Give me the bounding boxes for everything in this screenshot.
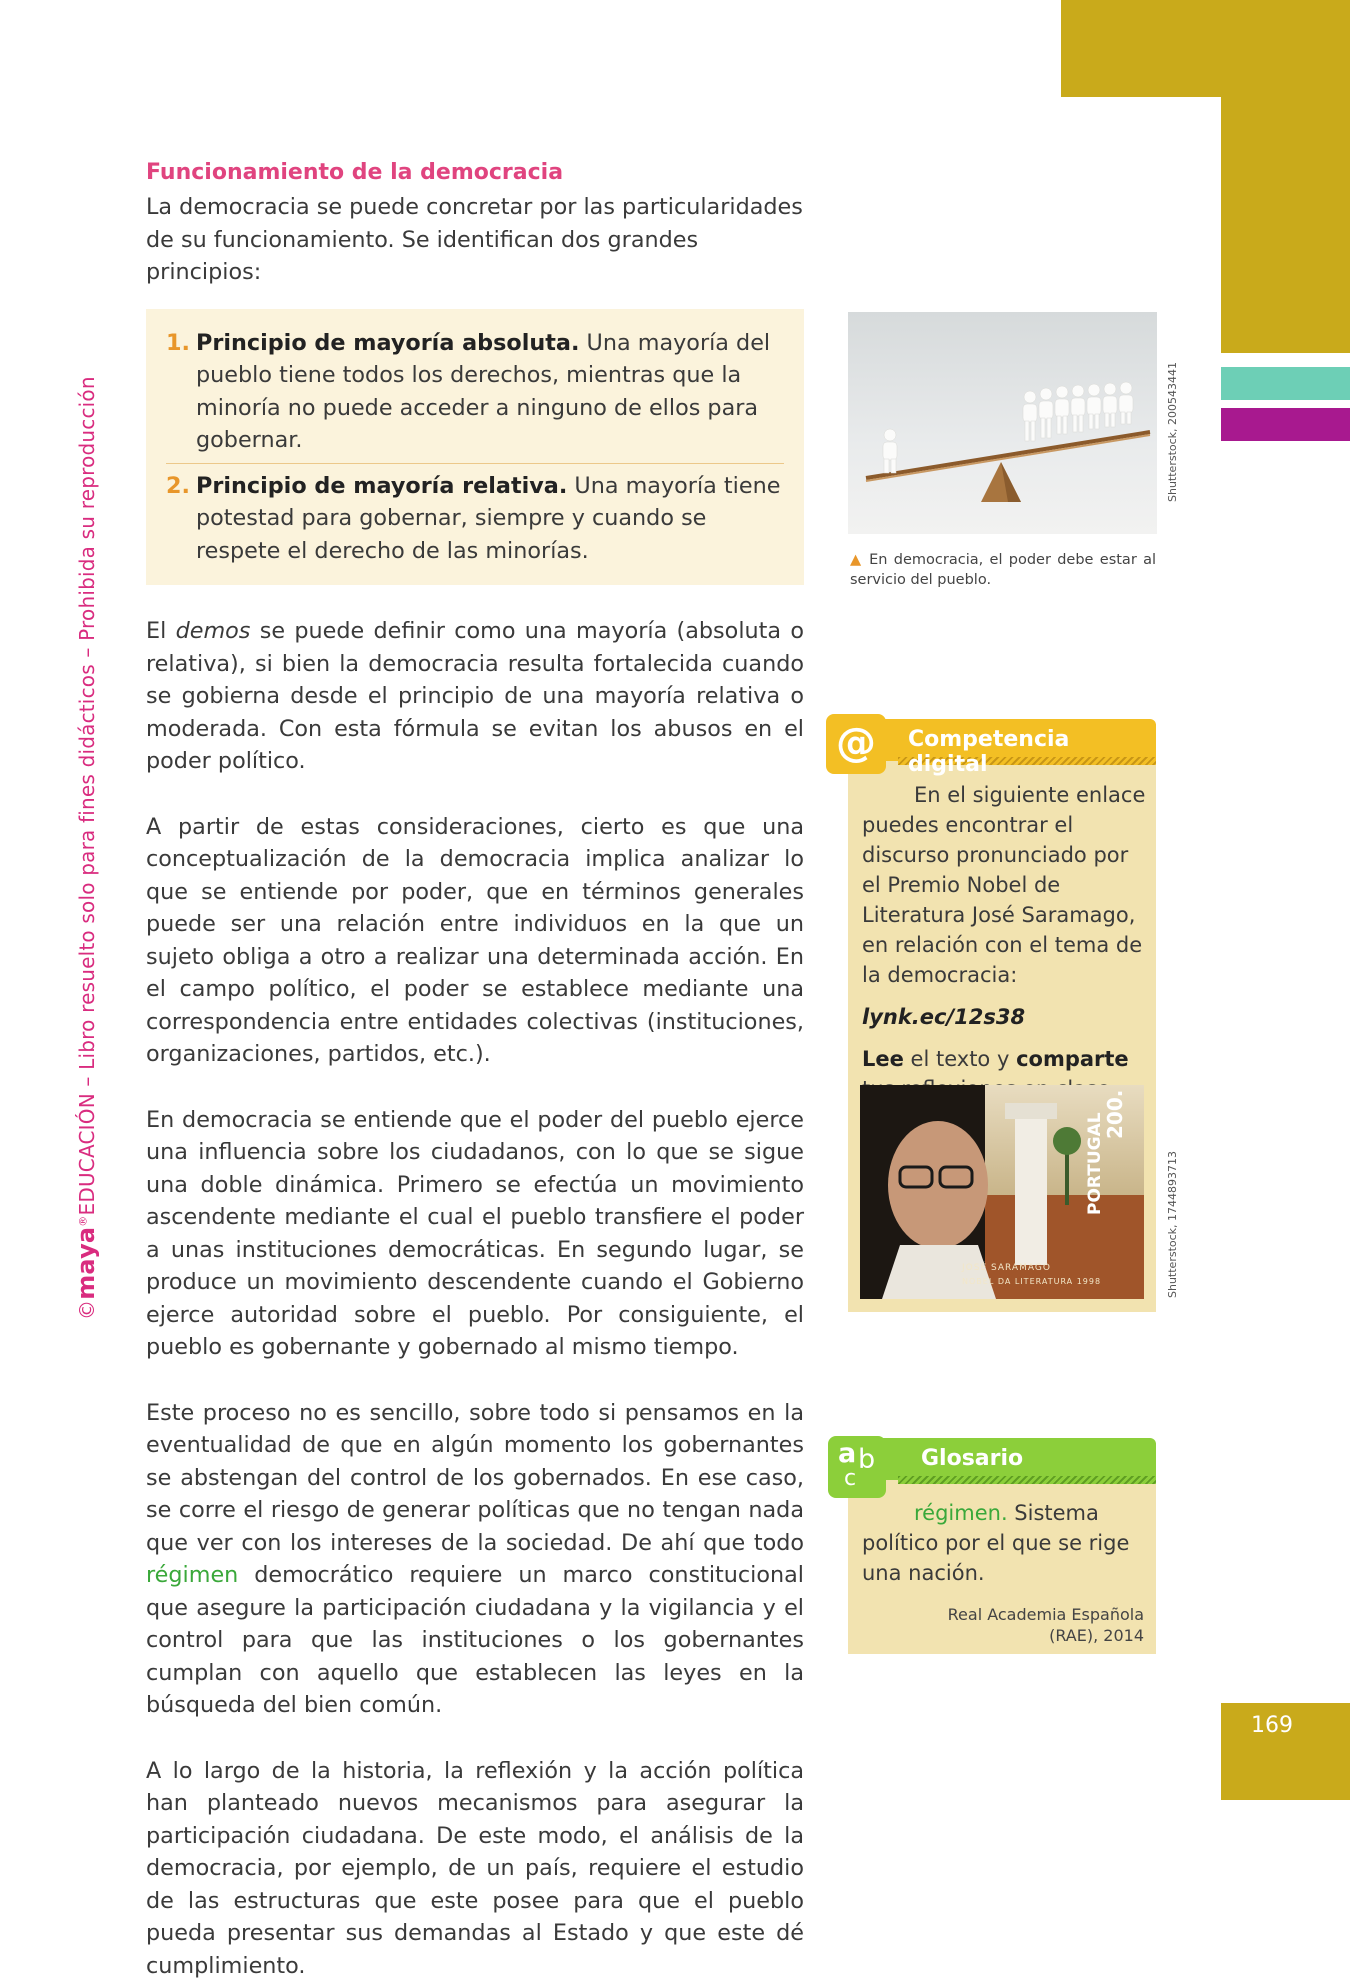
at-sign-icon: @ (826, 714, 886, 774)
digital-competence-body (862, 780, 1150, 1104)
principle-item (166, 321, 784, 463)
stamp-value: 200. (1103, 1090, 1127, 1139)
decor-stripe-teal (1221, 367, 1350, 400)
glossary-term-link[interactable]: régimen (146, 1562, 238, 1588)
stamp-award: NOBEL DA LITERATURA 1998 (962, 1277, 1101, 1286)
saramago-stamp (860, 1085, 1144, 1299)
digital-competence-title: Competencia digital (908, 727, 1153, 777)
principles-box (146, 309, 804, 586)
caption-marker-icon: ▲ (850, 552, 863, 568)
photo-credit-2: Shutterstock, 1744893713 (1166, 1151, 1179, 1298)
glossary-entry (862, 1498, 1150, 1588)
glossary-body (862, 1498, 1150, 1588)
digital-text: En el siguiente enlace puedes encontrar el discurso pronunciado por el Premio Nobel de Literatura José Saramago, en relación con el tema de la democracia: (862, 780, 1150, 990)
stamp-name: JOSÉ SARAMAGO (961, 1261, 1051, 1273)
term-demos: demos (176, 618, 251, 644)
digital-link[interactable]: lynk.ec/12s38 (862, 1002, 1150, 1032)
principle-body (196, 470, 784, 568)
body-paragraph-2: A partir de estas consideraciones, cierto es que una conceptualización de la democracia implica analizar lo que se entiende por poder, que en términos generales puede ser una relación entre individuos en la que un sujeto obliga a otro a realizar una determinada acción. En el campo político, el poder se establece mediante una correspondencia entre entidades colectivas (instituciones, organizaciones, partidos, etc.). (146, 811, 804, 1071)
header-hatch (898, 1476, 1156, 1484)
digital-activity: Lee el texto y comparte (862, 1044, 1150, 1104)
brand-name: maya (72, 1227, 100, 1300)
copyright-symbol: © (75, 1300, 99, 1320)
glossary-title: Glosario (921, 1446, 1023, 1471)
body-paragraph-5: A lo largo de la historia, la reflexión y la acción política han planteado nuevos mecanismos para asegurar la participación ciudadana. De este modo, el análisis de la democracia, por ejemplo, de un país, requiere el estudio de las estructuras que este posee para que el pueblo pueda presentar sus demandas al Estado y que este dé cumplimiento. (146, 1755, 804, 1982)
principle-text: Una mayoría del pueblo tiene todos los derechos, mientras que la minoría no puede acceder a ninguno de ellos para gobernar. (196, 330, 770, 454)
balance-illustration (848, 312, 1157, 534)
copyright-text: EDUCACIÓN – Libro resuelto solo para fines didácticos – Prohibida su reproducción (75, 376, 99, 1215)
intro-paragraph: La democracia se puede concretar por las particularidades de su funcionamiento. Se identifican dos grandes principios: (146, 191, 804, 289)
principle-number: 2. (166, 470, 196, 568)
copyright-notice (72, 470, 100, 1320)
body-paragraph-4: Este proceso no es sencillo, sobre todo si pensamos en la eventualidad de que en algún momento los gobernantes se abstengan del control de los gobernados. En ese caso, se corre el riesgo de generar políticas que no tengan nada que ver con los intereses de la sociedad. De ahí que todo régimen democrático requiere un marco constitucional que asegure la participación ciudadana y la vigilancia y el control para que las instituciones o los gobernantes cumplan con aquello que establecen las leyes en la búsqueda del bien común. (146, 1397, 804, 1722)
decor-band-top (1061, 0, 1350, 97)
page-number: 169 (1221, 1713, 1293, 1738)
registered-mark: ® (76, 1215, 89, 1226)
principle-body (196, 327, 784, 457)
stamp-country: PORTUGAL (1085, 1112, 1105, 1215)
glossary-term: régimen. (914, 1501, 1008, 1525)
section-title: Funcionamiento de la democracia (146, 160, 804, 185)
body-paragraph-1: El demos se puede definir como una mayoría (absoluta o relativa), si bien la democracia resulta fortalecida cuando se gobierna desde el principio de una mayoría relativa o moderada. Con esta fórmula se evitan los abusos en el poder político. (146, 615, 804, 778)
balance-photo (848, 312, 1157, 534)
figure-caption-1: ▲ En democracia, el poder debe estar al servicio del pueblo. (850, 550, 1156, 590)
glossary-source: Real Academia Española (RAE), 2014 (900, 1604, 1144, 1646)
body-paragraph-3: En democracia se entiende que el poder del pueblo ejerce una influencia sobre los ciudadanos, con lo que se sigue una doble dinámica. Primero se efectúa un movimiento ascendente mediante el cual el pueblo transfiere el poder a unas instituciones democráticas. En segundo lugar, se produce un movimiento descendente cuando el Gobierno ejerce autoridad sobre el pueblo. Por consiguiente, el pueblo es gobernante y gobernado al mismo tiempo. (146, 1104, 804, 1364)
principle-text: Una mayoría tiene potestad para gobernar, siempre y cuando se respete el derecho de las minorías. (196, 473, 780, 564)
decor-band-side (1221, 97, 1350, 353)
glossary-definition: Sistema político por el que se rige una nación. (862, 1501, 1129, 1585)
principle-number: 1. (166, 327, 196, 457)
main-column (146, 160, 804, 1982)
principle-title: Principio de mayoría absoluta. (196, 330, 579, 356)
stamp-illustration (860, 1085, 1144, 1299)
decor-stripe-magenta (1221, 408, 1350, 441)
principle-title: Principio de mayoría relativa. (196, 473, 567, 499)
principle-item (166, 463, 784, 574)
abc-icon: a b c (828, 1436, 886, 1498)
photo-credit-1: Shutterstock, 200543441 (1166, 362, 1179, 502)
